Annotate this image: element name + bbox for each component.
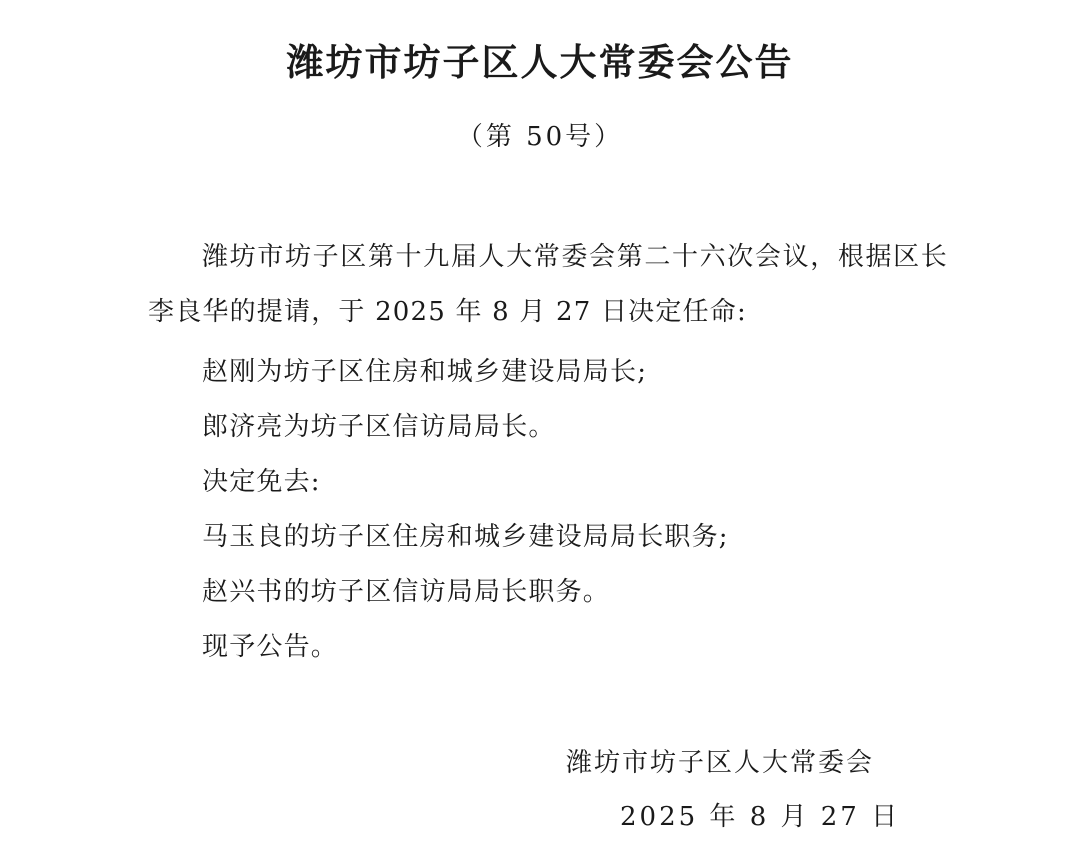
removal-line: 赵兴书的坊子区信访局局长职务。 xyxy=(202,577,611,607)
removal-line: 马玉良的坊子区住房和城乡建设局局长职务; xyxy=(202,522,729,552)
document-body xyxy=(148,230,948,670)
removal-heading: 决定免去: xyxy=(202,467,321,497)
appointment-line: 郎济亮为坊子区信访局局长。 xyxy=(202,412,556,442)
signature-organization: 潍坊市坊子区人大常委会 xyxy=(566,748,875,778)
document-number: （第 50号） xyxy=(456,122,624,152)
appointment-line: 赵刚为坊子区住房和城乡建设局局长; xyxy=(202,357,648,387)
signature-date: 2025 年 8 月 27 日 xyxy=(620,802,901,832)
document-title: 潍坊市坊子区人大常委会公告 xyxy=(286,41,794,84)
closing-line: 现予公告。 xyxy=(202,632,339,662)
signature-block xyxy=(566,738,966,842)
intro-paragraph: 潍坊市坊子区第十九届人大常委会第二十六次会议，根据区长李良华的提请，于 2025 年 8 月 27 日决定任命: xyxy=(148,242,948,327)
